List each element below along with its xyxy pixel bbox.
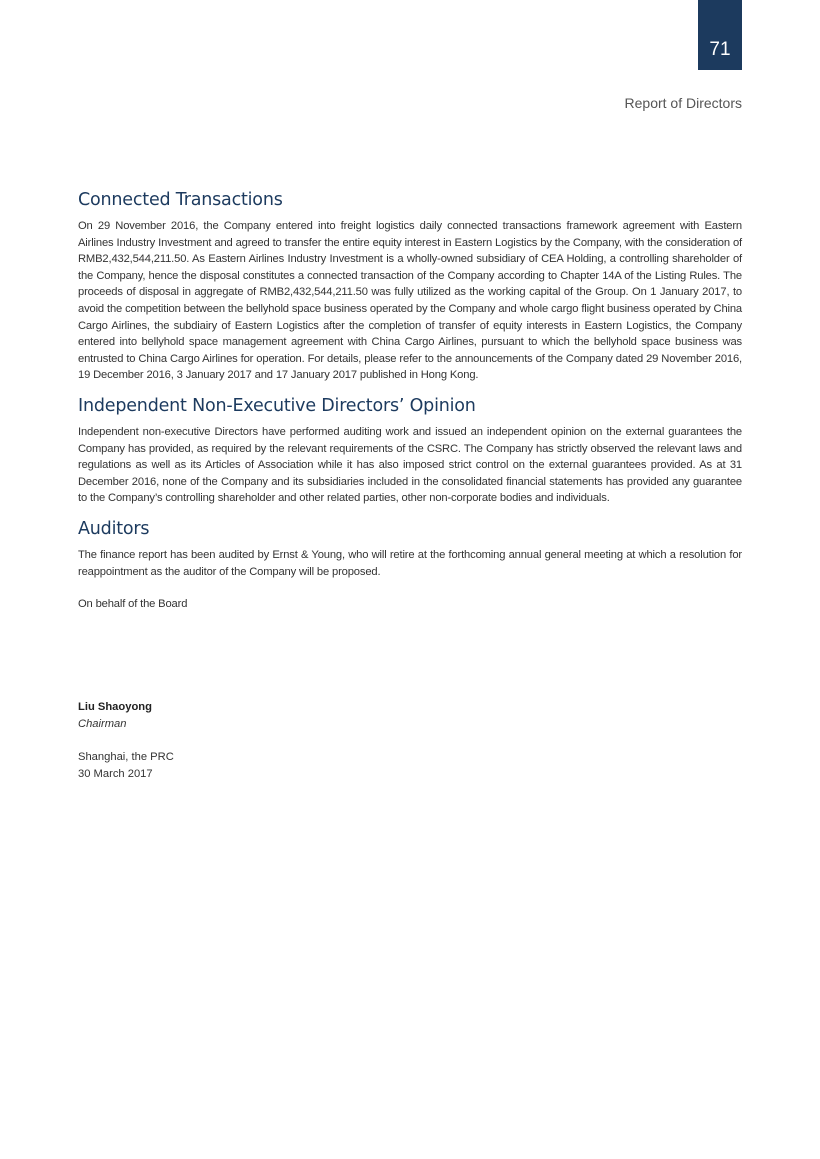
section-paragraph: Independent non-executive Directors have performed auditing work and issued an independent opinion on the external guarantees the Company has provided, as required by the relevant requirements of the CSRC. The Company has strictly observed the relevant laws and regulations as well as its Articles of Association while it has also imposed strict control on the external guarantees provided. As at 31 December 2016, none of the Company and its subsidiaries included in the consolidated financial statements has provided any guarantee to the Company’s controlling shareholder and other related parties, other non-corporate bodies and individuals. [78, 425, 742, 505]
running-header: Report of Directors [624, 95, 742, 111]
signing-place: Shanghai, the PRC [78, 751, 174, 764]
section-heading: Independent Non-Executive Directors’ Opinion [78, 395, 476, 416]
page-number: 71 [709, 39, 731, 60]
section-connected-transactions [78, 190, 742, 384]
report-body [78, 190, 742, 613]
signature-block [78, 699, 174, 782]
section-heading: Connected Transactions [78, 190, 283, 210]
signing-date: 30 March 2017 [78, 767, 153, 780]
section-heading: Auditors [78, 518, 150, 539]
signer-name: Liu Shaoyong [78, 701, 152, 713]
on-behalf-of-board: On behalf of the Board [78, 598, 188, 611]
page-number-tab [698, 0, 742, 70]
section-ined-opinion [78, 396, 742, 507]
section-paragraph: The finance report has been audited by Ernst & Young, who will retire at the forthcoming annual general meeting at which a resolution for reappointment as the auditor of the Company will be proposed. [78, 548, 742, 578]
section-auditors [78, 519, 742, 580]
section-paragraph: On 29 November 2016, the Company entered into freight logistics daily connected transactions framework agreement with Eastern Airlines Industry Investment and agreed to transfer the entire equity interest in Eastern Logistics by the Company, with the consideration of RMB2,432,544,211.50. As Eastern Airlines Industry Investment is a wholly-owned subsidiary of CEA Holding, a controlling shareholder of the Company, hence the disposal constitutes a connected transaction of the Company according to Chapter 14A of the Listing Rules. The proceeds of disposal in aggregate of RMB2,432,544,211.50 was fully utilized as the working capital of the Group. On 1 January 2017, to avoid the competition between the bellyhold space business operated by the Company and whole cargo flight business operated by China Cargo Airlines, the subdiairy of Eastern Logistics after the completion of transfer of equity interests in Eastern Logistics, the Company entered into bellyhold space management agreement with China Cargo Airlines, pursuant to which the bellyhold space business was entrusted to China Cargo Airlines for operation. For details, please refer to the announcements of the Company dated 29 November 2016, 19 December 2016, 3 January 2017 and 17 January 2017 published in Hong Kong. [78, 220, 742, 382]
signer-title: Chairman [78, 717, 127, 730]
